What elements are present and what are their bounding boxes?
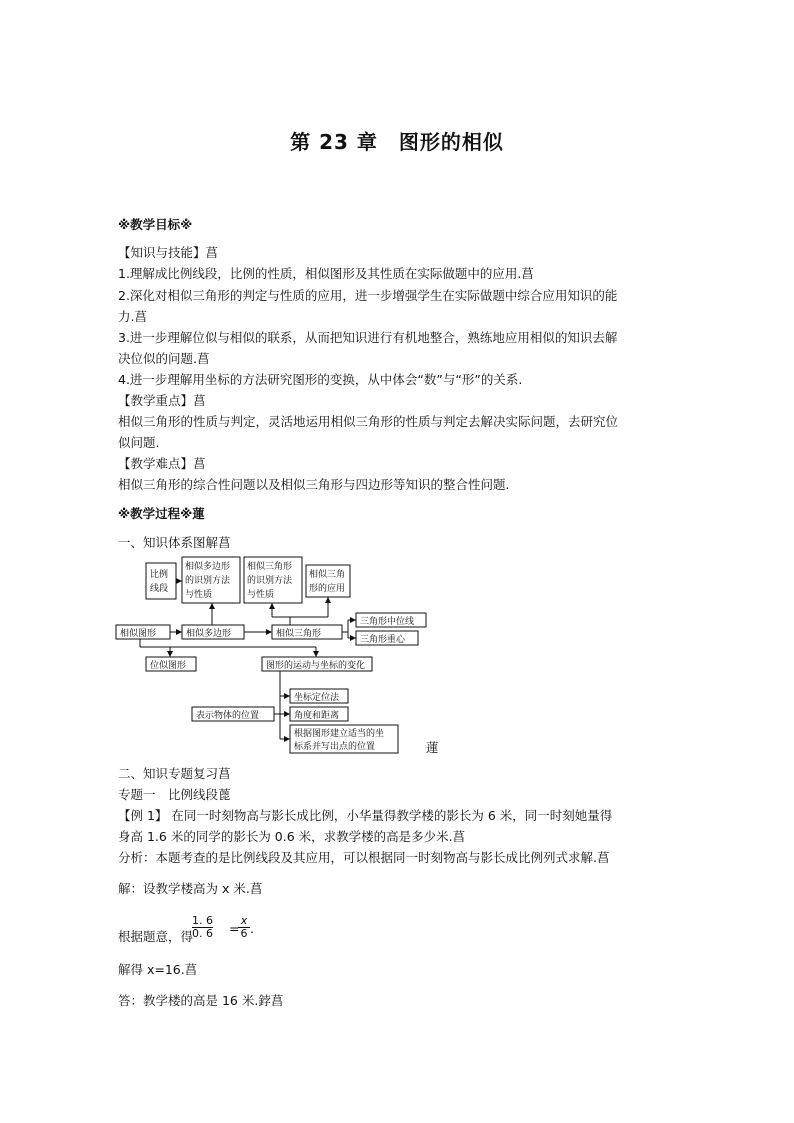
svg-text:三角形重心: 三角形重心 — [360, 635, 406, 645]
objective-2a: 2.深化对相似三角形的判定与性质的应用，进一步增强学生在实际做题中综合应用知识的能 — [118, 288, 618, 303]
svg-text:的识别方法: 的识别方法 — [247, 576, 293, 586]
objective-3b: 决位似的问题.菖 — [118, 351, 210, 366]
knowledge-skill-label: 【知识与技能】菖 — [118, 245, 219, 260]
example-1a: 【例 1】 在同一时刻物高与影长成比例，小华量得教学楼的影长为 6 米，同一时刻她量得 — [118, 808, 613, 823]
key-points-b: 似问题. — [118, 435, 160, 450]
svg-text:标系并写出点的位置: 标系并写出点的位置 — [294, 742, 376, 752]
objectives-heading: ※教学目标※ — [118, 217, 193, 232]
answer-line: 答：教学楼的高是 16 米.鋍菖 — [118, 993, 284, 1008]
box-coordinate-method — [290, 689, 348, 703]
fraction-2-denominator: 6 — [240, 927, 248, 940]
svg-text:相似三角形: 相似三角形 — [276, 629, 322, 639]
box-object-position — [192, 707, 274, 721]
diagram-note: 蓮 — [426, 740, 439, 755]
box-angle-distance — [290, 707, 348, 721]
fraction-2-numerator: x — [240, 914, 248, 927]
objective-1: 1.理解成比例线段，比例的性质，相似图形及其性质在实际做题中的应用.菖 — [118, 266, 534, 281]
box-motion-coordinates — [262, 657, 372, 671]
fraction-1-numerator: 1. 6 — [192, 914, 213, 927]
svg-text:三角形中位线: 三角形中位线 — [360, 617, 415, 627]
box-homothety — [146, 657, 196, 671]
svg-text:相似多边形: 相似多边形 — [186, 629, 232, 639]
box-similar-triangles — [272, 625, 342, 639]
svg-text:根据图形建立适当的坐: 根据图形建立适当的坐 — [294, 729, 385, 739]
box-build-coordinates — [290, 725, 398, 753]
objective-2b: 力.菖 — [118, 309, 147, 324]
topic-1-heading: 专题一 比例线段蓖 — [118, 787, 231, 802]
solution-line-2-suffix: . — [250, 921, 254, 936]
box-similar-polygons — [182, 625, 244, 639]
box-ratio-segments — [146, 563, 176, 599]
objective-4: 4.进一步理解用坐标的方法研究图形的变换，从中体会“数”与“形”的关系. — [118, 372, 523, 387]
analysis-text: 分析：本题考查的是比例线段及其应用，可以根据同一时刻物高与影长成比例列式求解.菖 — [118, 850, 610, 865]
svg-text:相似三角: 相似三角 — [309, 570, 346, 580]
part-1-heading: 一、知识体系图解菖 — [118, 535, 231, 550]
svg-text:与性质: 与性质 — [247, 590, 275, 600]
equals-sign: = — [229, 921, 240, 936]
svg-text:与性质: 与性质 — [185, 590, 213, 600]
svg-text:比例: 比例 — [150, 570, 169, 580]
box-triangle-application — [306, 565, 350, 597]
svg-text:位似图形: 位似图形 — [150, 661, 187, 671]
svg-text:相似多边形: 相似多边形 — [185, 562, 231, 572]
svg-text:相似图形: 相似图形 — [120, 629, 157, 639]
svg-text:形的应用: 形的应用 — [309, 584, 346, 594]
svg-text:坐标定位法: 坐标定位法 — [294, 693, 340, 703]
solution-line-3: 解得 x=16.菖 — [118, 962, 198, 977]
process-heading: ※教学过程※蓮 — [118, 506, 205, 521]
box-similar-figures — [116, 625, 170, 639]
difficulty-text: 相似三角形的综合性问题以及相似三角形与四边形等知识的整合性问题. — [118, 477, 510, 492]
fraction-1-denominator: 0. 6 — [192, 927, 213, 940]
solution-line-2-prefix: 根据题意，得 — [118, 929, 194, 944]
box-polygon-properties — [182, 557, 240, 603]
box-midline — [356, 613, 426, 627]
difficulty-label: 【教学难点】菖 — [118, 456, 206, 471]
page-title: 第 23 章 图形的相似 — [290, 130, 504, 154]
box-centroid — [356, 631, 418, 645]
example-1b: 身高 1.6 米的同学的影长为 0.6 米，求教学楼的高是多少米.菖 — [118, 829, 466, 844]
svg-text:线段: 线段 — [150, 584, 169, 594]
key-points-a: 相似三角形的性质与判定，灵活地运用相似三角形的性质与判定去解决实际问题，去研究位 — [118, 414, 619, 429]
knowledge-diagram — [110, 555, 450, 755]
key-points-label: 【教学重点】菖 — [118, 393, 206, 408]
svg-text:图形的运动与坐标的变化: 图形的运动与坐标的变化 — [266, 661, 366, 671]
objective-3a: 3.进一步理解位似与相似的联系，从而把知识进行有机地整合，熟练地应用相似的知识去解 — [118, 330, 618, 345]
svg-text:表示物体的位置: 表示物体的位置 — [196, 711, 260, 721]
box-triangle-properties — [244, 557, 302, 603]
solution-line-1: 解：设教学楼高为 x 米.菖 — [118, 881, 263, 896]
fraction-1 — [192, 915, 213, 940]
fraction-2 — [238, 915, 250, 940]
svg-text:的识别方法: 的识别方法 — [185, 576, 231, 586]
svg-text:相似三角形: 相似三角形 — [247, 562, 293, 572]
part-2-heading: 二、知识专题复习菖 — [118, 766, 231, 781]
svg-text:角度和距离: 角度和距离 — [294, 711, 340, 721]
